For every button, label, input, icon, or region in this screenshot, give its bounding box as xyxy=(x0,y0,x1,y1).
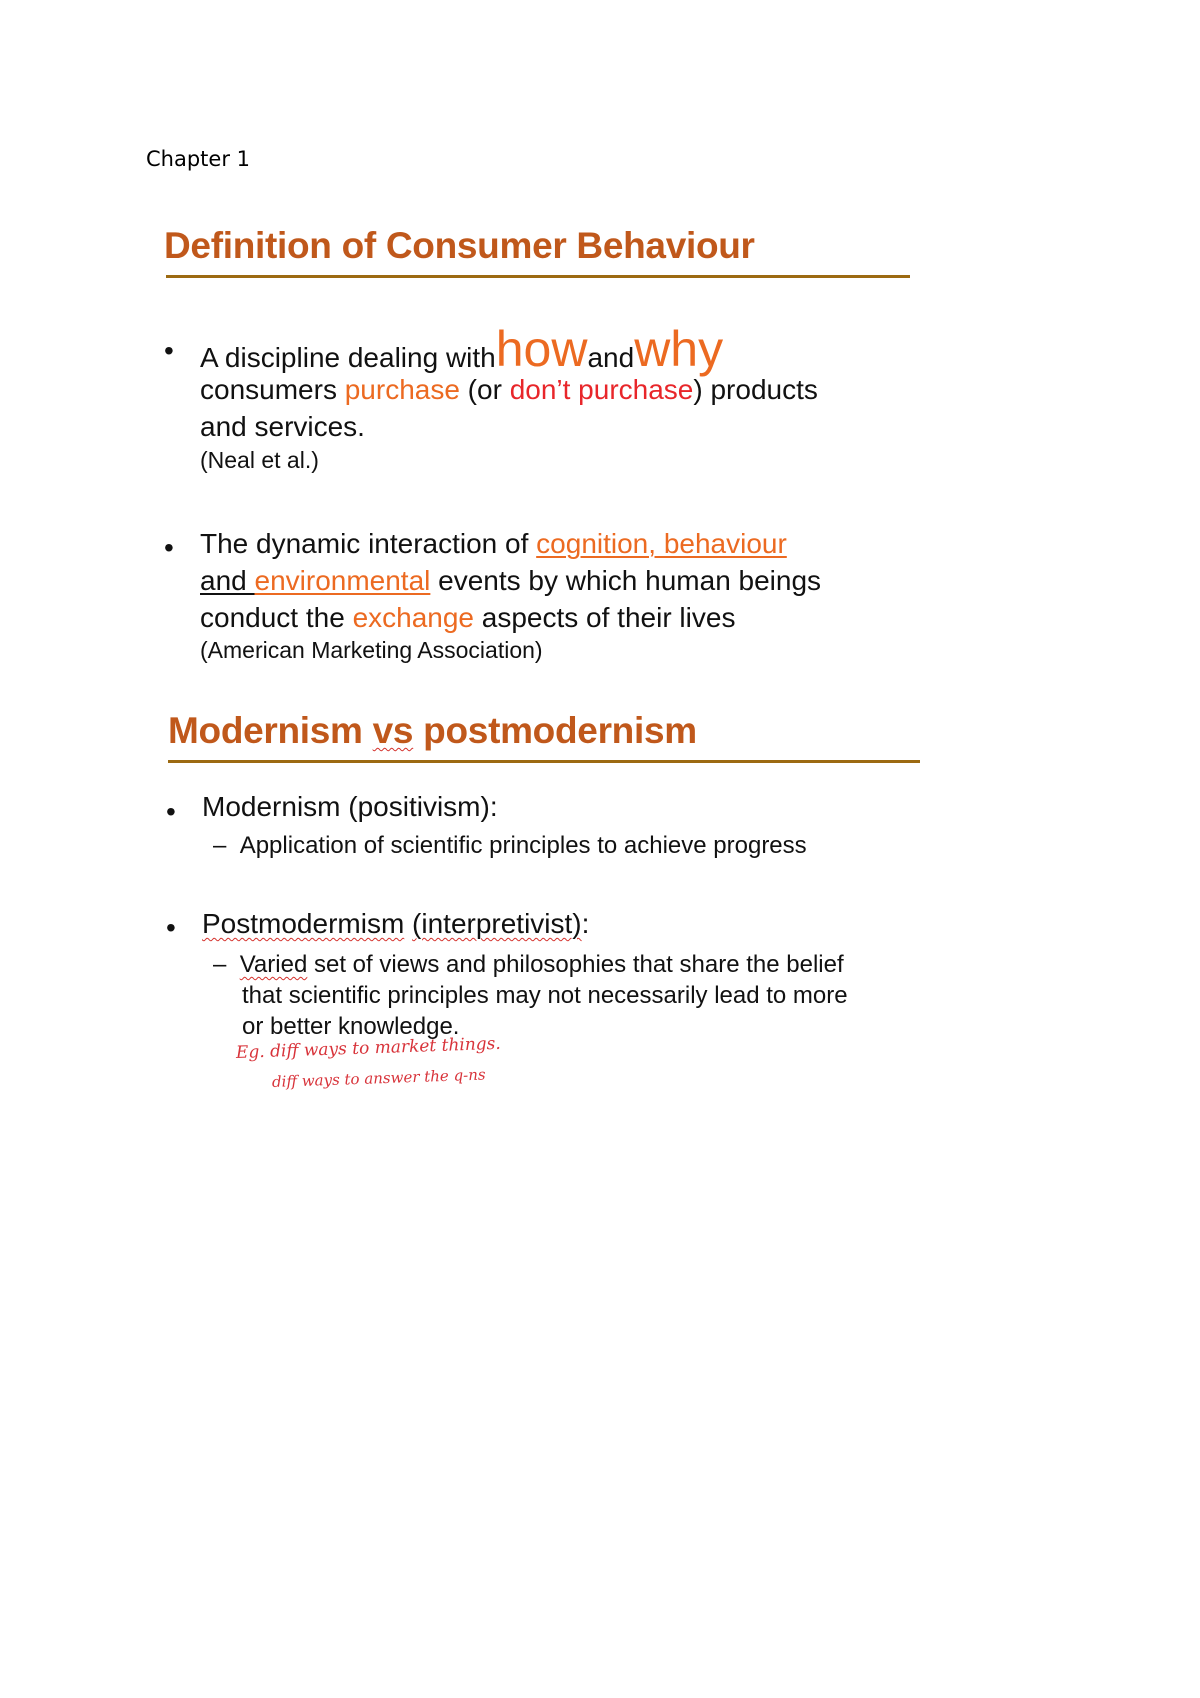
definition-2-line-1: The dynamic interaction of cognition, behaviour xyxy=(200,528,787,559)
heading-rule xyxy=(168,760,920,763)
modernism-item: Modernism (positivism): xyxy=(202,791,498,822)
modernism-sub-item: – Application of scientific principles to achieve progress xyxy=(213,832,807,859)
heading-modernism: Modernism vs postmodernism xyxy=(168,710,697,751)
bullet: • xyxy=(166,796,176,827)
citation-neal: (Neal et al.) xyxy=(200,447,319,473)
postmodernism-sub-line-1: – Varied set of views and philosophies that share the belief xyxy=(213,951,844,978)
postmodernism-sub-line-3: or better knowledge. xyxy=(242,1013,460,1040)
bullet: • xyxy=(164,335,174,366)
definition-2-line-3: conduct the exchange aspects of their lives xyxy=(200,602,736,633)
citation-ama: (American Marketing Association) xyxy=(200,637,543,663)
chapter-label: Chapter 1 xyxy=(146,147,250,171)
bullet: • xyxy=(164,532,174,563)
definition-1-line-3: and services. xyxy=(200,411,365,442)
handwritten-note-2: diff ways to answer the q-ns xyxy=(271,1065,486,1091)
heading-definition: Definition of Consumer Behaviour xyxy=(164,225,755,266)
handwritten-note-1: Eg. diff ways to market things. xyxy=(235,1033,502,1063)
postmodernism-sub-line-2: that scientific principles may not necessarily lead to more xyxy=(242,982,848,1009)
heading-rule xyxy=(166,275,910,278)
postmodernism-item: Postmodermism (interpretivist): xyxy=(202,908,590,939)
definition-1-line-2: consumers purchase (or don’t purchase) products xyxy=(200,374,818,405)
definition-2-line-2: and environmental events by which human beings xyxy=(200,565,822,596)
definition-1-line-1: A discipline dealing with how and why xyxy=(200,321,724,377)
bullet: • xyxy=(166,912,176,943)
